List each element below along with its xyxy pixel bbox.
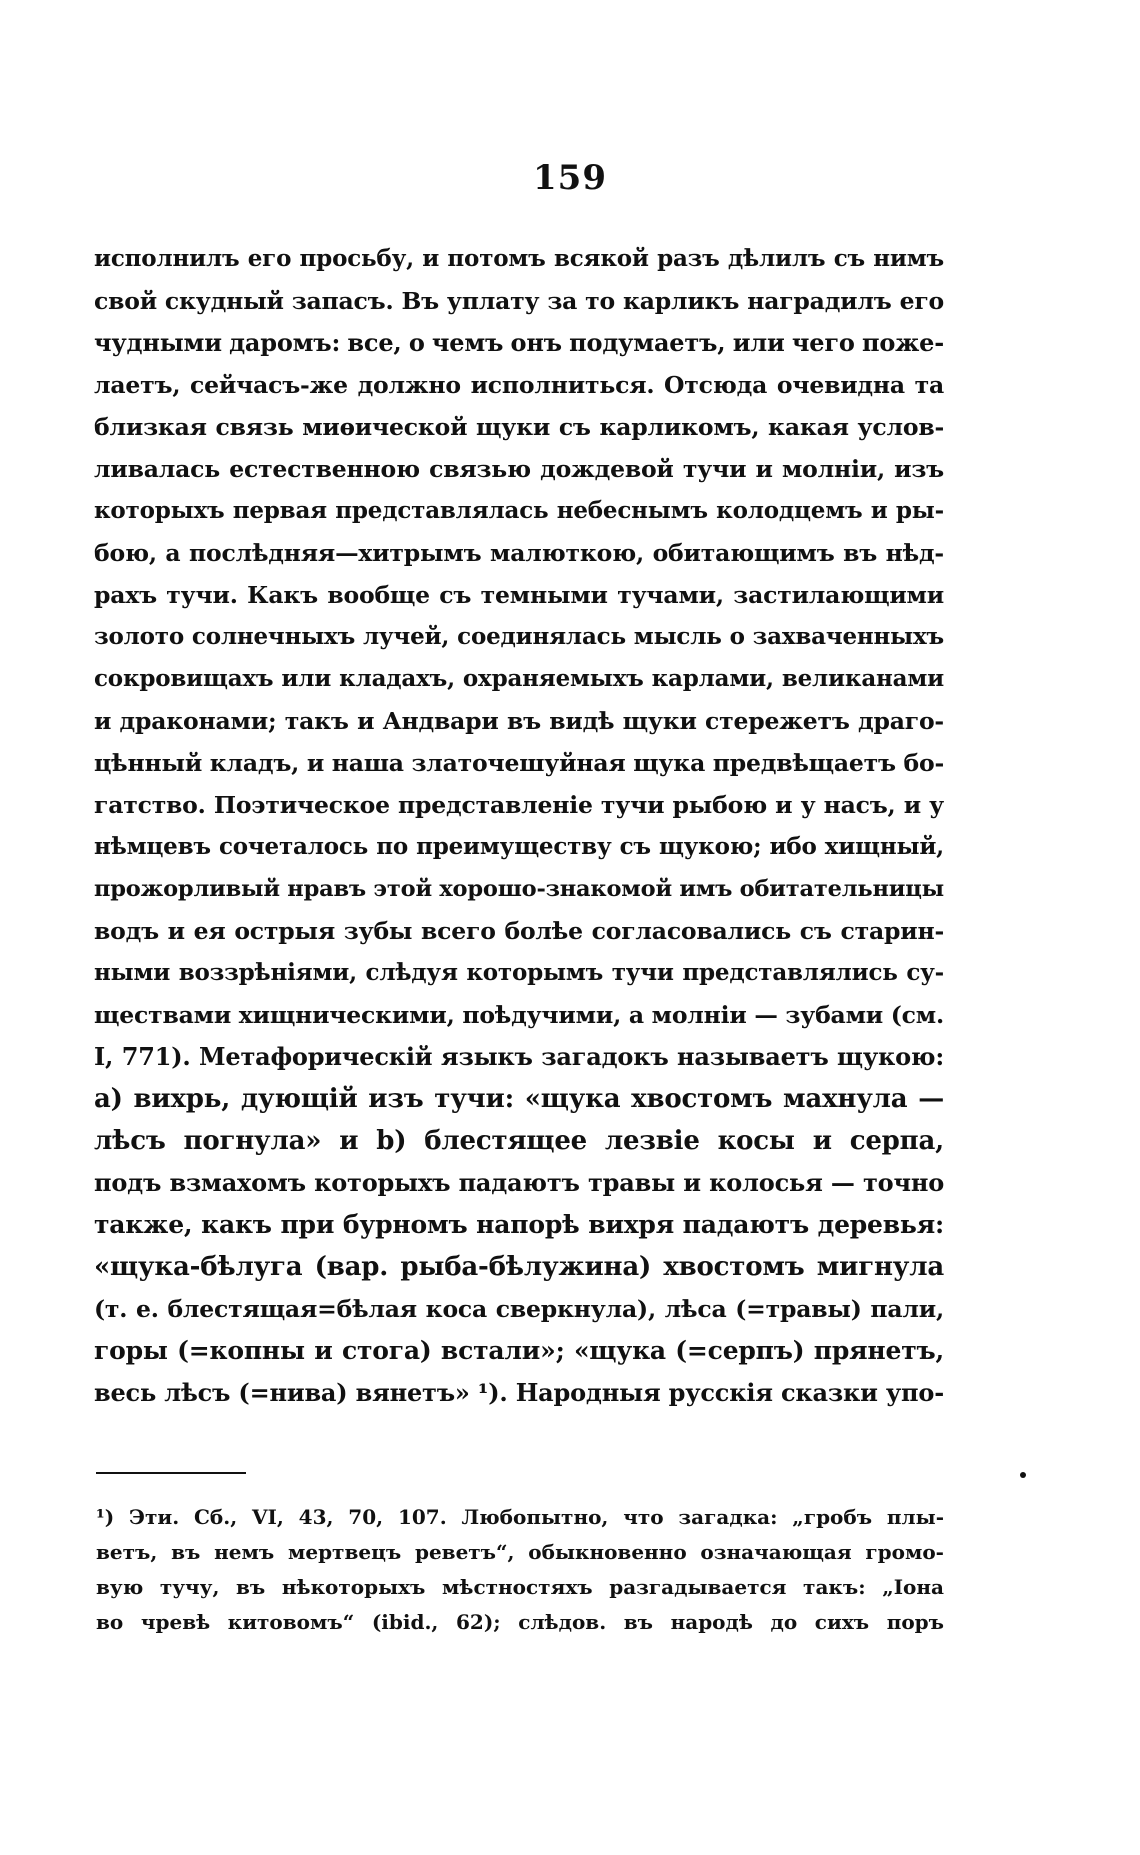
footnote-line: ¹) Эти. Сб., VI, 43, 70, 107. Любопытно, что загадка: „гробъ плы- (96, 1505, 944, 1529)
text-line: лѣсъ погнула» и b) блестящее лезвіе косы и серпа, (94, 1126, 944, 1156)
text-line: ществами хищническими, поѣдучими, а молніи — зубами (см. (94, 1001, 944, 1029)
text-line: I, 771). Метафорическій языкъ загадокъ называетъ щукою: (94, 1042, 944, 1071)
footnote-line: во чревѣ китовомъ“ (ibid., 62); слѣдов. въ народѣ до сихъ поръ (96, 1610, 944, 1634)
text-line: весь лѣсъ (=нива) вянетъ» ¹). Народныя русскія сказки упо- (94, 1378, 944, 1407)
text-line: сокровищахъ или кладахъ, охраняемыхъ карлами, великанами (94, 665, 944, 692)
text-line: близкая связь миѳической щуки съ карликомъ, какая услов- (94, 413, 944, 441)
text-line: нѣмцевъ сочеталось по преимуществу съ щукою; ибо хищный, (94, 833, 944, 860)
text-line: золото солнечныхъ лучей, соединялась мысль о захваченныхъ (94, 623, 944, 650)
text-line: свой скудный запасъ. Въ уплату за то карликъ наградилъ его (94, 287, 944, 315)
text-line: рахъ тучи. Какъ вообще съ темными тучами, застилающими (94, 581, 944, 609)
text-line: подъ взмахомъ которыхъ падаютъ травы и колосья — точно (94, 1168, 944, 1197)
text-line: и драконами; такъ и Андвари въ видѣ щуки стережетъ драго- (94, 707, 944, 735)
text-line: «щука-бѣлуга (вар. рыба-бѣлужина) хвостомъ мигнула (94, 1252, 944, 1282)
text-line: горы (=копны и стога) встали»; «щука (=серпъ) прянетъ, (94, 1336, 944, 1365)
text-line: a) вихрь, дующій изъ тучи: «щука хвостомъ махнула — (94, 1084, 944, 1114)
text-line: (т. е. блестящая=бѣлая коса сверкнула), лѣса (=травы) пали, (94, 1295, 944, 1323)
footnote-line: ветъ, въ немъ мертвецъ реветъ“, обыкновенно означающая громо- (96, 1540, 944, 1564)
text-line: ными воззрѣніями, слѣдуя которымъ тучи представлялись су- (94, 959, 944, 986)
text-line: цѣнный кладъ, и наша златочешуйная щука предвѣщаетъ бо- (94, 749, 944, 777)
text-line: лаетъ, сейчасъ-же должно исполниться. Отсюда очевидна та (94, 371, 944, 399)
page-number: 159 (533, 158, 607, 198)
text-line: прожорливый нравъ этой хорошо-знакомой имъ обитательницы (94, 876, 944, 902)
text-line: чудными даромъ: все, о чемъ онъ подумаетъ, или чего поже- (94, 328, 944, 357)
text-line: гатство. Поэтическое представленіе тучи рыбою и у насъ, и у (94, 791, 944, 819)
main-text-block (94, 238, 944, 1414)
text-line: водъ и ея острыя зубы всего болѣе согласовались съ старин- (94, 917, 944, 945)
text-line: ливалась естественною связью дождевой тучи и молніи, изъ (94, 455, 944, 483)
text-line: которыхъ первая представлялась небеснымъ колодцемъ и ры- (94, 497, 944, 524)
footnote-divider (96, 1472, 246, 1474)
print-speck (1020, 1472, 1026, 1478)
text-line: исполнилъ его просьбу, и потомъ всякой разъ дѣлилъ съ нимъ (94, 245, 944, 272)
footnote-line: вую тучу, въ нѣкоторыхъ мѣстностяхъ разгадывается такъ: „Іона (96, 1575, 944, 1599)
text-line: также, какъ при бурномъ напорѣ вихря падаютъ деревья: (94, 1210, 944, 1239)
text-line: бою, а послѣдняя—хитрымъ малюткою, обитающимъ въ нѣд- (94, 539, 944, 567)
footnote-block (96, 1500, 944, 1640)
